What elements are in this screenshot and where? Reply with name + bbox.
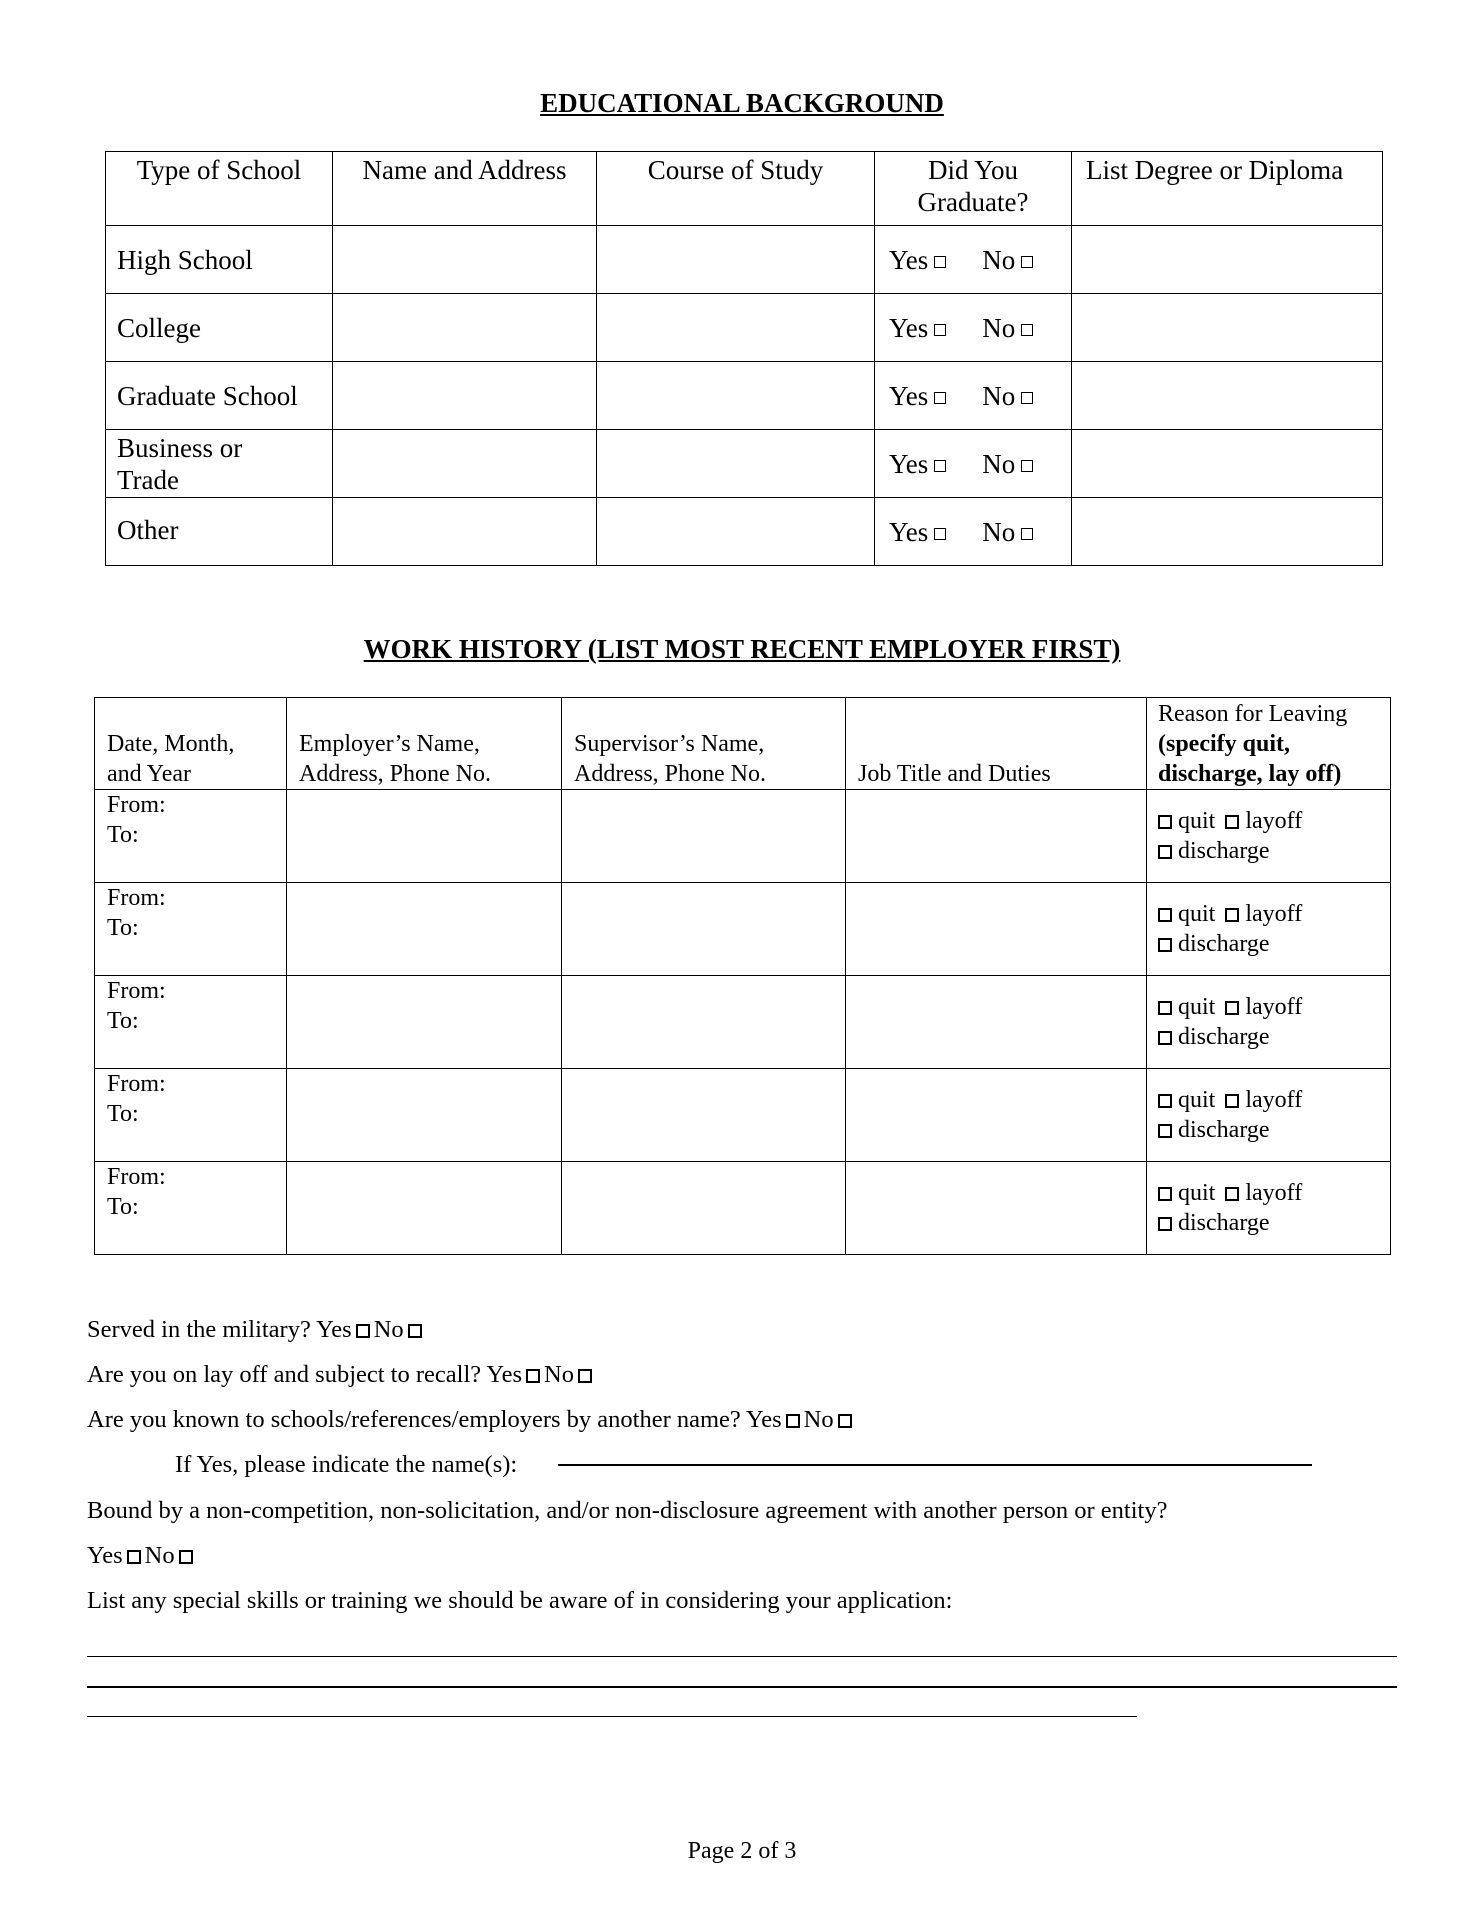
graduated-cell: Yes No — [875, 362, 1072, 430]
layoff-checkbox[interactable] — [1225, 1187, 1239, 1201]
job-title-cell[interactable] — [846, 1069, 1147, 1162]
page-number: Page 2 of 3 — [687, 1838, 797, 1864]
education-table — [105, 151, 1383, 566]
work-row — [95, 1162, 1391, 1255]
col-date: Date, Month, and Year — [95, 698, 287, 790]
col-course-of-study: Course of Study — [597, 152, 875, 226]
layoff-checkbox[interactable] — [1225, 815, 1239, 829]
col-degree-diploma: List Degree or Diploma — [1072, 152, 1383, 226]
graduated-cell: Yes No — [875, 498, 1072, 566]
education-row-graduate-school — [106, 362, 1383, 430]
skills-line-3[interactable] — [87, 1716, 1137, 1717]
job-title-cell[interactable] — [846, 976, 1147, 1069]
job-title-cell[interactable] — [846, 883, 1147, 976]
col-employer: Employer’s Name, Address, Phone No. — [287, 698, 562, 790]
question-non-compete: Bound by a non-competition, non-solicitation, and/or non-disclosure agreement with another person or entity? — [87, 1497, 1168, 1524]
col-did-you-graduate: Did You Graduate? — [875, 152, 1072, 226]
job-title-cell[interactable] — [846, 790, 1147, 883]
quit-checkbox[interactable] — [1158, 908, 1172, 922]
school-type: Other — [106, 498, 333, 566]
work-row — [95, 790, 1391, 883]
school-type: College — [106, 294, 333, 362]
name-address-cell[interactable] — [333, 430, 597, 498]
employer-cell[interactable] — [287, 883, 562, 976]
employer-cell[interactable] — [287, 1069, 562, 1162]
question-other-name: Are you known to schools/references/employers by another name? Yes No — [87, 1405, 856, 1435]
work-row — [95, 976, 1391, 1069]
no-checkbox[interactable] — [1021, 324, 1033, 336]
no-checkbox[interactable] — [1021, 392, 1033, 404]
degree-cell[interactable] — [1072, 362, 1383, 430]
work-row — [95, 1069, 1391, 1162]
degree-cell[interactable] — [1072, 498, 1383, 566]
name-address-cell[interactable] — [333, 226, 597, 294]
supervisor-cell[interactable] — [562, 976, 846, 1069]
job-title-cell[interactable] — [846, 1162, 1147, 1255]
education-row-business-trade — [106, 430, 1383, 498]
course-cell[interactable] — [597, 294, 875, 362]
col-reason-leaving: Reason for Leaving (specify quit, discharge, lay off) — [1147, 698, 1391, 790]
work-header-row — [95, 698, 1391, 790]
col-name-address: Name and Address — [333, 152, 597, 226]
layoff-recall-no-checkbox[interactable] — [578, 1369, 592, 1383]
degree-cell[interactable] — [1072, 430, 1383, 498]
school-type: Graduate School — [106, 362, 333, 430]
education-row-college — [106, 294, 1383, 362]
discharge-checkbox[interactable] — [1158, 1124, 1172, 1138]
name-address-cell[interactable] — [333, 362, 597, 430]
military-no-checkbox[interactable] — [408, 1324, 422, 1338]
other-name-input-line[interactable] — [558, 1464, 1312, 1466]
military-yes-checkbox[interactable] — [356, 1324, 370, 1338]
quit-checkbox[interactable] — [1158, 1187, 1172, 1201]
col-supervisor: Supervisor’s Name, Address, Phone No. — [562, 698, 846, 790]
reason-cell: quit layoff discharge — [1147, 1069, 1391, 1162]
course-cell[interactable] — [597, 498, 875, 566]
quit-checkbox[interactable] — [1158, 1094, 1172, 1108]
discharge-checkbox[interactable] — [1158, 938, 1172, 952]
graduated-cell: Yes No — [875, 226, 1072, 294]
school-type: Business or Trade — [106, 430, 333, 498]
work-history-heading: WORK HISTORY (LIST MOST RECENT EMPLOYER FIRST) — [363, 634, 1121, 664]
work-row — [95, 883, 1391, 976]
skills-line-2[interactable] — [87, 1686, 1397, 1688]
employer-cell[interactable] — [287, 790, 562, 883]
discharge-checkbox[interactable] — [1158, 1217, 1172, 1231]
school-type: High School — [106, 226, 333, 294]
date-cell[interactable]: From: To: — [95, 1069, 287, 1162]
layoff-checkbox[interactable] — [1225, 908, 1239, 922]
question-military: Served in the military? Yes No — [87, 1315, 426, 1345]
supervisor-cell[interactable] — [562, 883, 846, 976]
supervisor-cell[interactable] — [562, 1069, 846, 1162]
no-checkbox[interactable] — [1021, 528, 1033, 540]
course-cell[interactable] — [597, 430, 875, 498]
education-header-row — [106, 152, 1383, 226]
education-row-high-school — [106, 226, 1383, 294]
yes-checkbox[interactable] — [934, 460, 946, 472]
skills-line-1[interactable] — [87, 1656, 1397, 1657]
date-cell[interactable]: From: To: — [95, 790, 287, 883]
non-compete-yes-checkbox[interactable] — [127, 1550, 141, 1564]
yes-checkbox[interactable] — [934, 528, 946, 540]
quit-checkbox[interactable] — [1158, 815, 1172, 829]
other-name-yes-checkbox[interactable] — [786, 1414, 800, 1428]
graduated-cell: Yes No — [875, 294, 1072, 362]
reason-cell: quit layoff discharge — [1147, 1162, 1391, 1255]
education-heading: EDUCATIONAL BACKGROUND — [540, 88, 944, 118]
degree-cell[interactable] — [1072, 294, 1383, 362]
degree-cell[interactable] — [1072, 226, 1383, 294]
supervisor-cell[interactable] — [562, 1162, 846, 1255]
supervisor-cell[interactable] — [562, 790, 846, 883]
discharge-checkbox[interactable] — [1158, 1031, 1172, 1045]
graduated-cell: Yes No — [875, 430, 1072, 498]
yes-checkbox[interactable] — [934, 324, 946, 336]
other-name-no-checkbox[interactable] — [838, 1414, 852, 1428]
employer-cell[interactable] — [287, 976, 562, 1069]
date-cell[interactable]: From: To: — [95, 883, 287, 976]
discharge-checkbox[interactable] — [1158, 845, 1172, 859]
quit-checkbox[interactable] — [1158, 1001, 1172, 1015]
col-type-of-school: Type of School — [106, 152, 333, 226]
course-cell[interactable] — [597, 362, 875, 430]
employer-cell[interactable] — [287, 1162, 562, 1255]
date-cell[interactable]: From: To: — [95, 976, 287, 1069]
reason-cell: quit layoff discharge — [1147, 883, 1391, 976]
course-cell[interactable] — [597, 226, 875, 294]
name-address-cell[interactable] — [333, 498, 597, 566]
reason-cell: quit layoff discharge — [1147, 976, 1391, 1069]
date-cell[interactable]: From: To: — [95, 1162, 287, 1255]
layoff-checkbox[interactable] — [1225, 1001, 1239, 1015]
yes-checkbox[interactable] — [934, 392, 946, 404]
name-address-cell[interactable] — [333, 294, 597, 362]
work-history-table — [94, 697, 1391, 1255]
education-row-other — [106, 498, 1383, 566]
reason-cell: quit layoff discharge — [1147, 790, 1391, 883]
non-compete-no-checkbox[interactable] — [179, 1550, 193, 1564]
layoff-checkbox[interactable] — [1225, 1094, 1239, 1108]
col-job-title: Job Title and Duties — [846, 698, 1147, 790]
question-layoff-recall: Are you on lay off and subject to recall? Yes No — [87, 1360, 596, 1390]
layoff-recall-yes-checkbox[interactable] — [526, 1369, 540, 1383]
no-checkbox[interactable] — [1021, 460, 1033, 472]
question-skills: List any special skills or training we should be aware of in considering your application: — [87, 1587, 953, 1614]
non-compete-answer: Yes No — [87, 1541, 197, 1571]
yes-checkbox[interactable] — [934, 256, 946, 268]
no-checkbox[interactable] — [1021, 256, 1033, 268]
other-name-followup-label: If Yes, please indicate the name(s): — [175, 1451, 518, 1478]
